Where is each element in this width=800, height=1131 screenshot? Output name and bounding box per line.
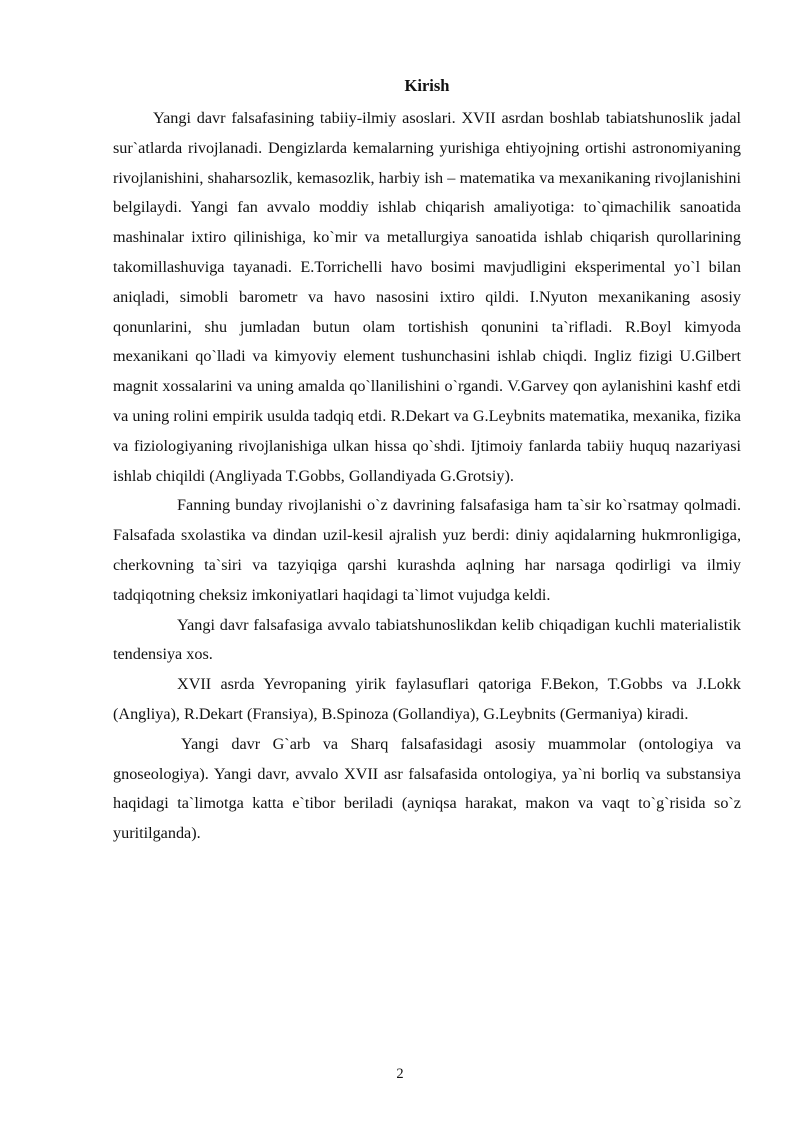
page-title: Kirish bbox=[404, 76, 450, 95]
paragraph-5: Yangi davr G`arb va Sharq falsafasidagi asosiy muammolar (ontologiya va gnoseologiya). Yangi davr, avvalo XVII asr falsafasida ontologiya, ya`ni borliq va substansiya haqidagi ta`limotga katta e`tibor beriladi (ayniqsa harakat, makon va vaqt to`g`risida so`z yuritilganda). bbox=[113, 734, 741, 843]
paragraph-3: Yangi davr falsafasiga avvalo tabiatshunoslikdan kelib chiqadigan kuchli materialistik tendensiya xos. bbox=[113, 615, 741, 664]
paragraph-2: Fanning bunday rivojlanishi o`z davrining falsafasiga ham ta`sir ko`rsatmay qolmadi. Falsafada sxolastika va dindan uzil-kesil ajralish yuz berdi: diniy aqidalarning hukmronligiga, cherkovning ta`siri va tazyiqiga qarshi kurashda aqlning har narsaga qodirligi va ilmiy tadqiqotning cheksiz imkoniyatlari haqidagi ta`limot vujudga keldi. bbox=[113, 496, 741, 604]
paragraph-1: Yangi davr falsafasining tabiiy-ilmiy asoslari. XVII asrdan boshlab tabiatshunoslik jadal sur`atlarda rivojlanadi. Dengizlarda kemalarning yurishiga ehtiyojning ortishi astronomiyaning rivojlanishini, shaharsozlik, kemasozlik, harbiy ish – matematika va mexanikaning rivojlanishini belgilaydi. Yangi fan avvalo moddiy ishlab chiqarish amaliyotiga: to`qimachilik sanoatida mashinalar ixtiro qilinishiga, ko`mir va metallurgiya sanoatida ishlab chiqarish qurollarining takomillashuviga tayanadi. E.Torrichelli havo bosimi mavjudligini eksperimental yo`l bilan aniqladi, simobli barometr va havo nasosini ixtiro qildi. I.Nyuton mexanikaning asosiy qonunlarini, shu jumladan butun olam tortishish qonunini ta`rifladi. R.Boyl kimyoda mexanikani qo`lladi va kimyoviy element tushunchasini ishlab chiqdi. Ingliz fizigi U.Gilbert magnit xossalarini va uning amalda qo`llanilishini o`rgandi. V.Garvey qon aylanishini kashf etdi va uning rolini empirik usulda tadqiq etdi. R.Dekart va G.Leybnits matematika, mexanika, fizika va fiziologiyaning rivojlanishiga ulkan hissa qo`shdi. Ijtimoiy fanlarda tabiiy huquq nazariyasi ishlab chiqildi (Angliyada T.Gobbs, Gollandiyada G.Grotsiy). bbox=[113, 109, 741, 485]
page-number: 2 bbox=[396, 1066, 404, 1082]
paragraph-4: XVII asrda Yevropaning yirik faylasuflari qatoriga F.Bekon, T.Gobbs va J.Lokk (Angliya), R.Dekart (Fransiya), B.Spinoza (Gollandiya), G.Leybnits (Germaniya) kiradi. bbox=[113, 675, 741, 723]
page-body bbox=[113, 76, 741, 849]
